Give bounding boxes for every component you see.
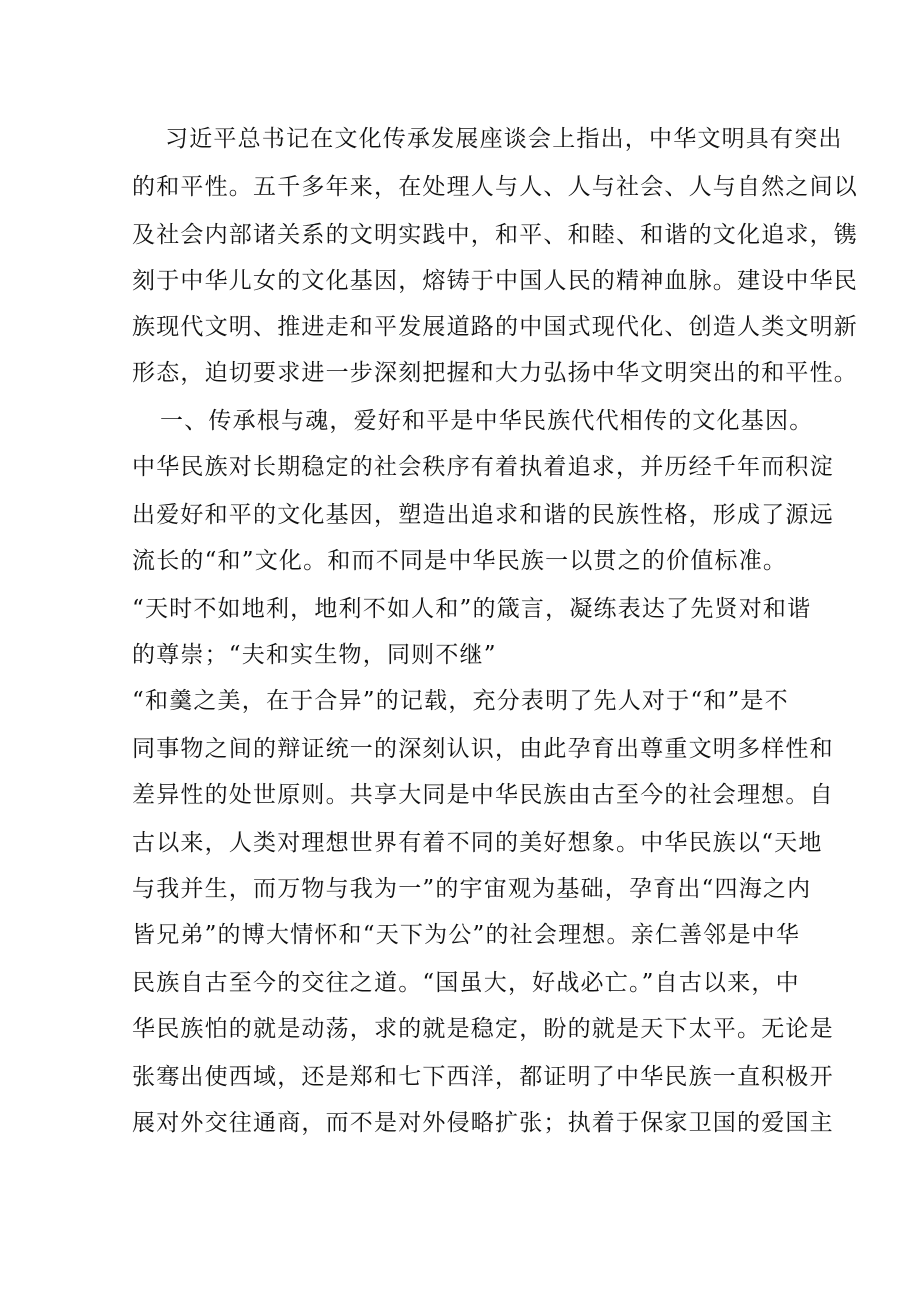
text-line-16: 古以来，人类对理想世界有着不同的美好想象。中华民族以“天地: [132, 830, 823, 856]
text-line-10: 流长的“和”文化。和而不同是中华民族一以贯之的价值标准。: [132, 548, 788, 574]
text-line-14: 同事物之间的辩证统一的深刻认识，由此孕育出尊重文明多样性和: [132, 736, 834, 762]
text-line-1: 习近平总书记在文化传承发展座谈会上指出，中华文明具有突出: [165, 126, 843, 152]
text-line-21: 张骞出使西域，还是郑和七下西洋，都证明了中华民族一直积极开: [132, 1064, 834, 1090]
text-line-4: 刻于中华儿女的文化基因，熔铸于中国人民的精神血脉。建设中华民: [132, 268, 858, 294]
text-line-5: 族现代文明、推进走和平发展道路的中国式现代化、创造人类文明新: [132, 314, 858, 340]
text-line-11: “天时不如地利，地利不如人和”的箴言，凝练表达了先贤对和谐: [132, 596, 812, 622]
text-line-6: 形态，迫切要求进一步深刻把握和大力弘扬中华文明突出的和平性。: [132, 360, 858, 386]
text-line-13: “和羹之美，在于合异”的记载，充分表明了先人对于“和”是不: [132, 688, 789, 714]
text-line-15: 差异性的处世原则。共享大同是中华民族由古至今的社会理想。自: [132, 782, 834, 808]
text-line-17: 与我并生，而万物与我为一”的宇宙观为基础，孕育出“四海之内: [132, 876, 812, 902]
text-line-2: 的和平性。五千多年来，在处理人与人、人与社会、人与自然之间以: [132, 174, 858, 200]
text-line-12: 的尊崇；“夫和实生物，同则不继”: [132, 642, 497, 668]
text-line-20: 华民族怕的就是动荡，求的就是稳定，盼的就是天下太平。无论是: [132, 1016, 834, 1042]
text-line-22: 展对外交往通商，而不是对外侵略扩张；执着于保家卫国的爱国主: [132, 1110, 834, 1136]
text-line-8: 中华民族对长期稳定的社会秩序有着执着追求，并历经千年而积淀: [132, 454, 834, 480]
text-line-9: 出爱好和平的文化基因，塑造出追求和谐的民族性格，形成了源远: [132, 502, 834, 528]
text-line-3: 及社会内部诸关系的文明实践中，和平、和睦、和谐的文化追求，镌: [132, 222, 858, 248]
text-line-7: 一、传承根与魂，爱好和平是中华民族代代相传的文化基因。: [160, 408, 814, 434]
text-line-19: 民族自古至今的交往之道。“国虽大，好战必亡。”自古以来，中: [132, 970, 800, 996]
text-line-18: 皆兄弟”的博大情怀和“天下为公”的社会理想。亲仁善邻是中华: [132, 922, 801, 948]
